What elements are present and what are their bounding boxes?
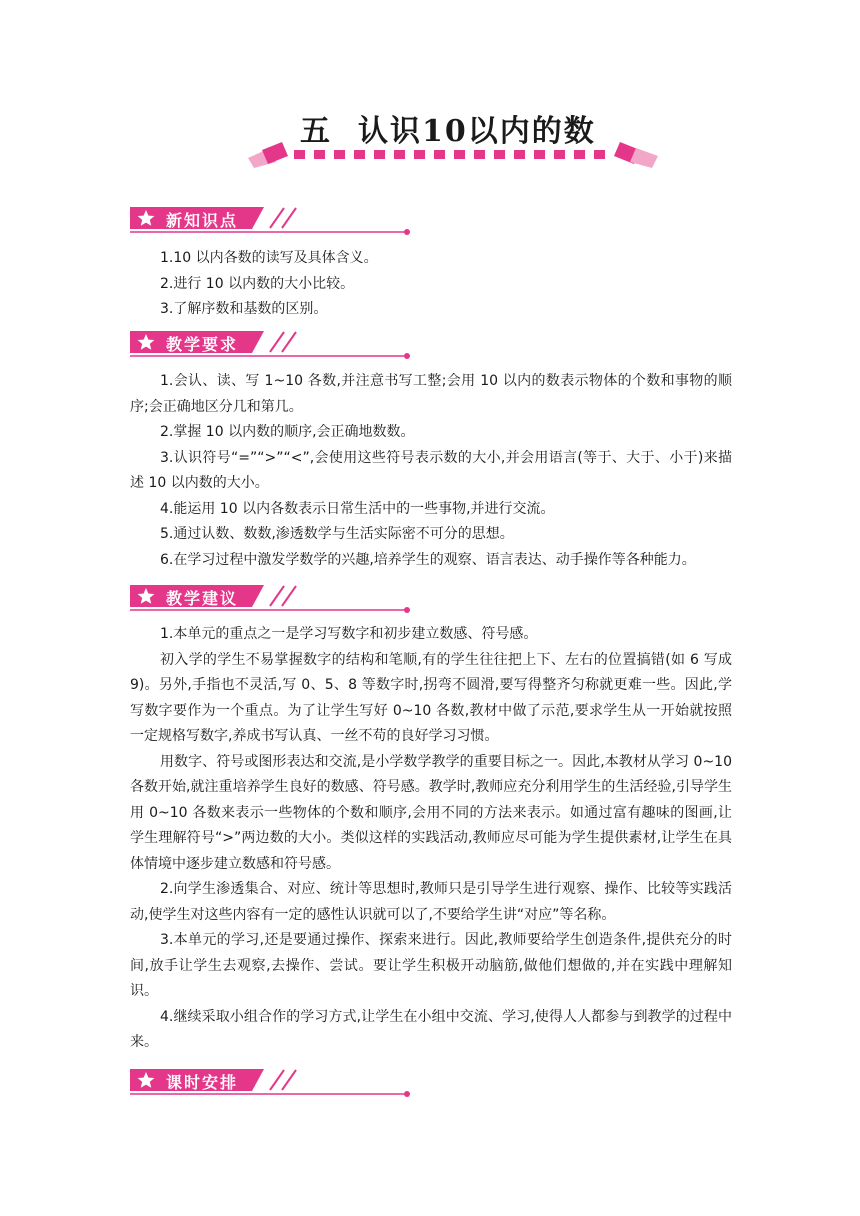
paragraph: 3.认识符号“=”“>”“<”,会使用这些符号表示数的大小,并会用语言(等于、大于、小于)来描述 10 以内数的大小。 [130, 449, 732, 491]
paragraph: 2.进行 10 以内数的大小比较。 [160, 275, 355, 292]
chapter-number: 五 [300, 114, 332, 149]
slash-decoration [270, 332, 284, 352]
section-body-teaching-requirements [130, 369, 732, 573]
paragraph: 5.通过认数、数数,渗透数学与生活实际密不可分的思想。 [160, 526, 514, 542]
section-heading-text: 新知识点 [166, 211, 239, 230]
section-underline [130, 351, 412, 361]
slash-decoration [270, 1070, 284, 1090]
section-heading-teaching-suggestions [130, 585, 412, 615]
section-body-teaching-suggestions [130, 622, 732, 1056]
paragraph: 2.向学生渗透集合、对应、统计等思想时,教师只是引导学生进行观察、操作、比较等实践活动,使学生对这些内容有一定的感性认识就可以了,不要给学生讲“对应”等名称。 [130, 881, 732, 923]
paragraph: 1.会认、读、写 1~10 各数,并注意书写工整;会用 10 以内的数表示物体的个数和事物的顺序;会正确地区分几和第几。 [130, 373, 732, 415]
section-underline [130, 227, 412, 237]
paragraph: 3.了解序数和基数的区别。 [160, 301, 328, 317]
paragraph: 用数字、符号或图形表达和交流,是小学数学教学的重要目标之一。因此,本教材从学习 0~10 各数开始,就注重培养学生良好的数感、符号感。教学时,教师应充分利用学生的生活经验,引导学生用 0~10 各数来表示一些物体的个数和顺序,会用不同的方法来表示。如通过富有趣味的图画,让学生理解符号“>”两边数的大小。类似这样的实践活动,教师应尽可能为学生提供素材,让学生在具体情境中逐步建立数感和符号感。 [130, 753, 732, 872]
chapter-title-text: 认识10以内的数 [358, 114, 596, 149]
title-decoration-bar [248, 138, 660, 168]
paragraph: 1.本单元的重点之一是学习写数字和初步建立数感、符号感。 [160, 626, 538, 642]
paragraph: 3.本单元的学习,还是要通过操作、探索来进行。因此,教师要给学生创造条件,提供充分的时间,放手让学生去观察,去操作、尝试。要让学生积极开动脑筋,做他们想做的,并在实践中理解知识。 [130, 932, 732, 999]
section-heading-teaching-requirements [130, 331, 412, 361]
paragraph: 6.在学习过程中激发学数学的兴趣,培养学生的观察、语言表达、动手操作等各种能力。 [160, 551, 696, 568]
paragraph: 初入学的学生不易掌握数字的结构和笔顺,有的学生往往把上下、左右的位置搞错(如 6 写成 9)。另外,手指也不灵活,写 0、5、8 等数字时,拐弯不圆滑,要写得整齐匀称就更难一些。因此,学写数字要作为一个重点。为了让学生写好 0~10 各数,教材中做了示范,要求学生从一开始就按照一定规格写数字,养成书写认真、一丝不苟的良好学习习惯。 [130, 651, 732, 744]
paragraph: 2.掌握 10 以内数的顺序,会正确地数数。 [160, 424, 415, 440]
section-underline [130, 605, 412, 615]
paragraph: 4.继续采取小组合作的学习方式,让学生在小组中交流、学习,使得人人都参与到教学的过程中来。 [130, 1008, 732, 1050]
slash-decoration [270, 586, 284, 606]
paragraph: 1.10 以内各数的读写及具体含义。 [160, 250, 378, 266]
section-heading-new-knowledge [130, 207, 412, 237]
section-heading-lesson-schedule [130, 1069, 412, 1099]
section-heading-text: 课时安排 [166, 1073, 239, 1092]
section-heading-text: 教学建议 [166, 589, 239, 608]
slash-decoration [270, 208, 284, 228]
paragraph: 4.能运用 10 以内各数表示日常生活中的一些事物,并进行交流。 [160, 500, 555, 517]
section-body-new-knowledge [130, 246, 732, 323]
section-heading-text: 教学要求 [166, 335, 239, 354]
section-underline [130, 1089, 412, 1099]
